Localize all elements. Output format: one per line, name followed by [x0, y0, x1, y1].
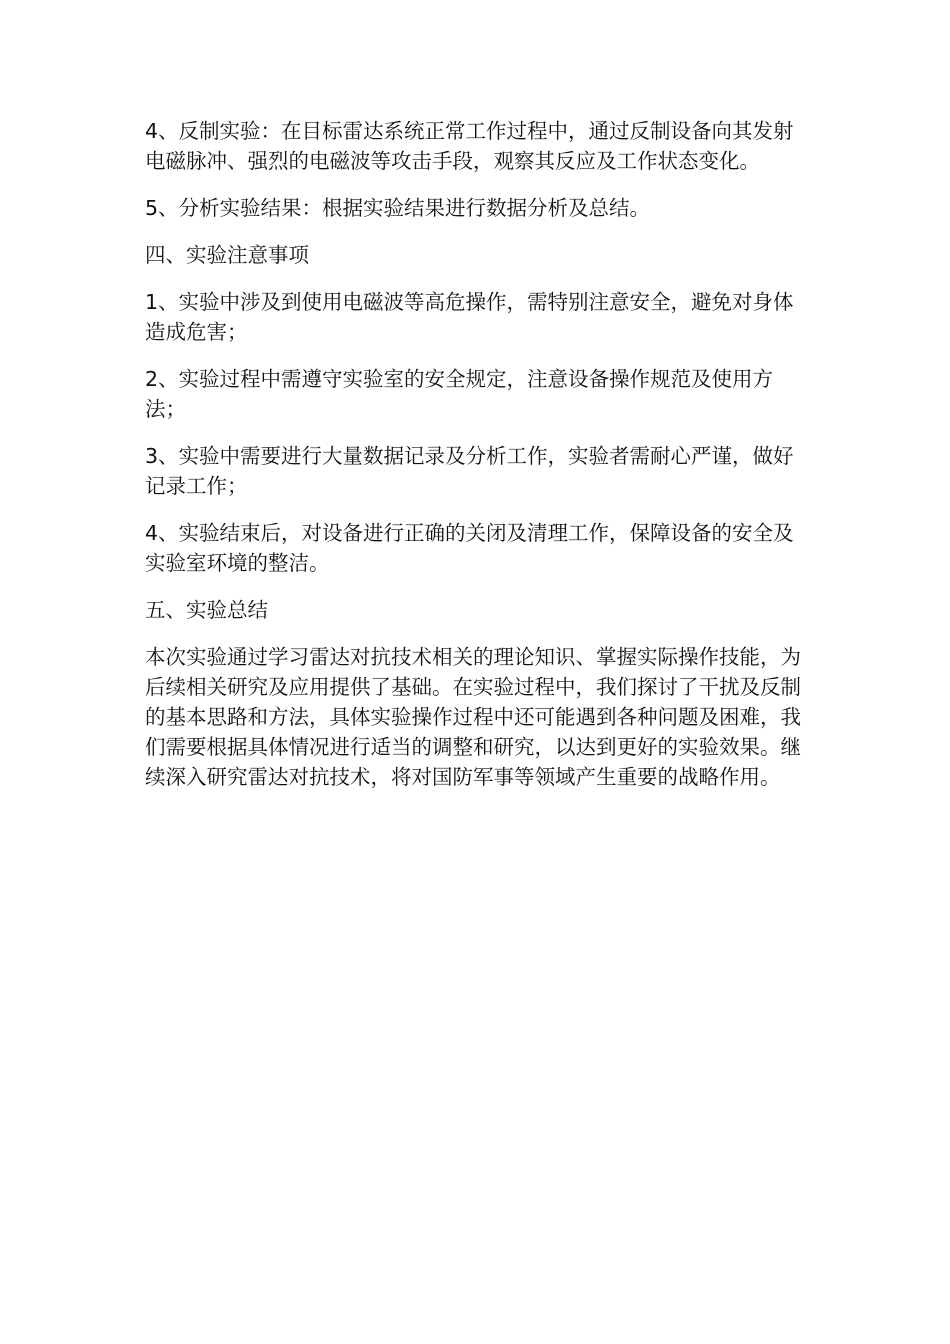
note-1: 1、实验中涉及到使用电磁波等高危操作，需特别注意安全，避免对身体造成危害；: [145, 290, 794, 344]
note-3: 3、实验中需要进行大量数据记录及分析工作，实验者需耐心严谨，做好记录工作；: [145, 444, 794, 498]
note-2: 2、实验过程中需遵守实验室的安全规定，注意设备操作规范及使用方法；: [145, 367, 774, 421]
step-4-countermeasure: 4、反制实验：在目标雷达系统正常工作过程中，通过反制设备向其发射电磁脉冲、强烈的电磁波等攻击手段，观察其反应及工作状态变化。: [145, 119, 794, 173]
note-4: 4、实验结束后，对设备进行正确的关闭及清理工作，保障设备的安全及实验室环境的整洁。: [145, 521, 794, 575]
step-5-analysis: 5、分析实验结果：根据实验结果进行数据分析及总结。: [145, 196, 651, 220]
section-5-heading: 五、实验总结: [145, 598, 268, 622]
section-4-heading: 四、实验注意事项: [145, 243, 309, 267]
summary-paragraph: 本次实验通过学习雷达对抗技术相关的理论知识、掌握实际操作技能，为后续相关研究及应用提供了基础。在实验过程中，我们探讨了干扰及反制的基本思路和方法，具体实验操作过程中还可能遇到各种问题及困难，我们需要根据具体情况进行适当的调整和研究，以达到更好的实验效果。继续深入研究雷达对抗技术，将对国防军事等领域产生重要的战略作用。: [145, 645, 801, 789]
document-body: [145, 116, 813, 809]
